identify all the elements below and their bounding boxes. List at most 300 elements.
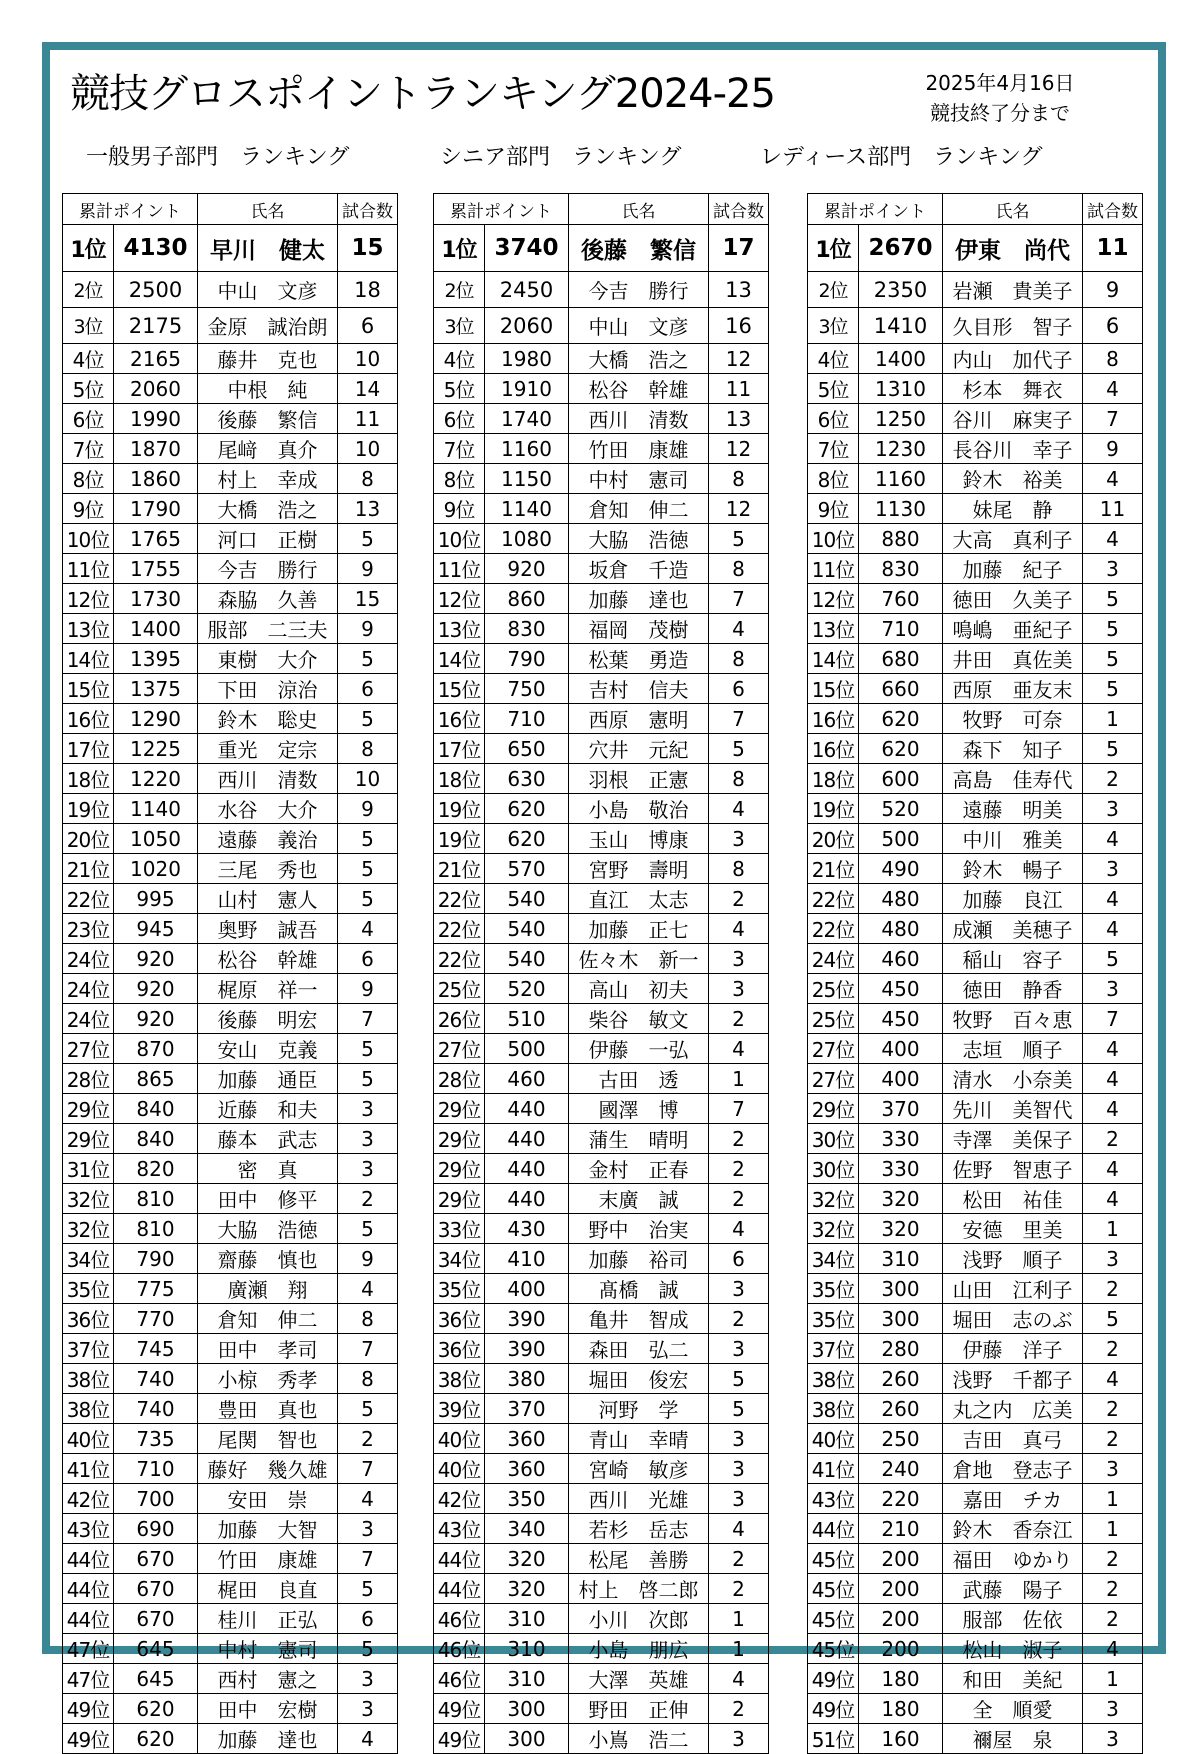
table-row (63, 584, 398, 614)
name-cell: 田中 修平 (198, 1184, 338, 1214)
table-row (434, 584, 769, 614)
points-cell: 2175 (114, 308, 198, 344)
table-row (808, 674, 1143, 704)
points-cell: 2350 (859, 272, 943, 308)
points-cell: 945 (114, 914, 198, 944)
points-cell: 620 (114, 1694, 198, 1724)
games-cell: 2 (1083, 764, 1143, 794)
points-cell: 710 (114, 1454, 198, 1484)
rank-cell: 1位 (434, 225, 485, 272)
table-row (808, 854, 1143, 884)
table-row (434, 884, 769, 914)
name-cell: 松尾 善勝 (569, 1544, 709, 1574)
games-cell: 7 (709, 704, 769, 734)
table-row (434, 794, 769, 824)
name-cell: 内山 加代子 (943, 344, 1083, 374)
rank-cell: 51位 (808, 1724, 859, 1754)
name-cell: 髙橋 誠 (569, 1274, 709, 1304)
games-cell: 1 (709, 1604, 769, 1634)
name-cell: 堀田 俊宏 (569, 1364, 709, 1394)
rank-cell: 22位 (434, 914, 485, 944)
ranking-table-senior (433, 193, 769, 1754)
games-cell: 2 (709, 884, 769, 914)
table-row (63, 1724, 398, 1754)
name-cell: 梶田 良直 (198, 1574, 338, 1604)
table-row (434, 1424, 769, 1454)
games-cell: 4 (1083, 524, 1143, 554)
name-cell: 小島 朋広 (569, 1634, 709, 1664)
rank-cell: 49位 (63, 1694, 114, 1724)
games-cell: 5 (1083, 644, 1143, 674)
name-cell: 河野 学 (569, 1394, 709, 1424)
points-cell: 760 (859, 584, 943, 614)
games-cell: 5 (1083, 1304, 1143, 1334)
table-row (434, 374, 769, 404)
name-cell: 服部 佐依 (943, 1604, 1083, 1634)
name-cell: 加藤 良江 (943, 884, 1083, 914)
points-cell: 790 (485, 644, 569, 674)
name-header: 氏名 (569, 194, 709, 225)
name-cell: 尾﨑 真介 (198, 434, 338, 464)
table-row (434, 1304, 769, 1334)
table-row (434, 1694, 769, 1724)
games-cell: 9 (1083, 272, 1143, 308)
rank-cell: 31位 (63, 1154, 114, 1184)
points-cell: 620 (859, 704, 943, 734)
table-row (63, 1244, 398, 1274)
games-cell: 9 (338, 974, 398, 1004)
name-cell: 妹尾 静 (943, 494, 1083, 524)
rank-cell: 40位 (808, 1424, 859, 1454)
table-row (434, 1394, 769, 1424)
table-row (434, 974, 769, 1004)
table-row (63, 1454, 398, 1484)
points-cell: 200 (859, 1604, 943, 1634)
points-cell: 735 (114, 1424, 198, 1454)
table-row (63, 1424, 398, 1454)
rank-cell: 32位 (808, 1214, 859, 1244)
rank-cell: 41位 (808, 1454, 859, 1484)
name-cell: 福岡 茂樹 (569, 614, 709, 644)
games-cell: 5 (338, 1394, 398, 1424)
rank-cell: 4位 (63, 344, 114, 374)
name-cell: 亀井 智成 (569, 1304, 709, 1334)
games-cell: 5 (338, 884, 398, 914)
name-cell: 山村 憲人 (198, 884, 338, 914)
games-cell: 3 (709, 1334, 769, 1364)
table-row (434, 1094, 769, 1124)
games-cell: 2 (709, 1184, 769, 1214)
points-cell: 1080 (485, 524, 569, 554)
games-cell: 9 (338, 794, 398, 824)
points-cell: 330 (859, 1154, 943, 1184)
name-cell: 中山 文彦 (198, 272, 338, 308)
name-cell: 高島 佳寿代 (943, 764, 1083, 794)
name-cell: 吉田 真弓 (943, 1424, 1083, 1454)
rank-cell: 38位 (434, 1364, 485, 1394)
games-cell: 4 (709, 914, 769, 944)
table-row (434, 1154, 769, 1184)
table-row (808, 1424, 1143, 1454)
games-cell: 13 (338, 494, 398, 524)
table-row (808, 974, 1143, 1004)
rank-cell: 1位 (808, 225, 859, 272)
games-cell: 3 (709, 1724, 769, 1754)
name-cell: 松山 淑子 (943, 1634, 1083, 1664)
table-row (434, 704, 769, 734)
points-cell: 320 (485, 1574, 569, 1604)
points-cell: 645 (114, 1664, 198, 1694)
name-cell: 寺澤 美保子 (943, 1124, 1083, 1154)
name-cell: 小島 敬治 (569, 794, 709, 824)
points-cell: 700 (114, 1484, 198, 1514)
games-cell: 12 (709, 344, 769, 374)
games-cell: 2 (709, 1694, 769, 1724)
table-row (808, 1304, 1143, 1334)
points-cell: 840 (114, 1094, 198, 1124)
table-row (808, 1604, 1143, 1634)
table-row (63, 1124, 398, 1154)
table-row (808, 824, 1143, 854)
points-cell: 180 (859, 1694, 943, 1724)
name-cell: 中村 憲司 (569, 464, 709, 494)
games-cell: 3 (709, 1454, 769, 1484)
rank-cell: 29位 (434, 1094, 485, 1124)
points-cell: 995 (114, 884, 198, 914)
games-cell: 2 (1083, 1574, 1143, 1604)
games-cell: 8 (338, 1364, 398, 1394)
name-cell: 稲山 容子 (943, 944, 1083, 974)
rank-cell: 41位 (63, 1454, 114, 1484)
table-row (434, 1514, 769, 1544)
points-cell: 1230 (859, 434, 943, 464)
games-cell: 9 (1083, 434, 1143, 464)
games-cell: 5 (338, 854, 398, 884)
games-cell: 3 (709, 1484, 769, 1514)
points-cell: 1870 (114, 434, 198, 464)
points-cell: 810 (114, 1184, 198, 1214)
table-row (63, 1664, 398, 1694)
rank-cell: 38位 (808, 1394, 859, 1424)
name-cell: 大脇 浩徳 (198, 1214, 338, 1244)
rank-cell: 2位 (808, 272, 859, 308)
table-row (808, 1544, 1143, 1574)
points-cell: 840 (114, 1124, 198, 1154)
games-cell: 4 (1083, 464, 1143, 494)
table-row (808, 1004, 1143, 1034)
games-cell: 4 (338, 1484, 398, 1514)
table-row (434, 734, 769, 764)
name-cell: 今吉 勝行 (198, 554, 338, 584)
name-cell: 松葉 勇造 (569, 644, 709, 674)
points-header: 累計ポイント (808, 194, 943, 225)
games-cell: 5 (1083, 584, 1143, 614)
rank-cell: 21位 (808, 854, 859, 884)
name-cell: 伊藤 一弘 (569, 1034, 709, 1064)
table-row (63, 1214, 398, 1244)
games-cell: 6 (338, 1604, 398, 1634)
games-cell: 1 (1083, 704, 1143, 734)
name-cell: 西川 光雄 (569, 1484, 709, 1514)
table-row (434, 1274, 769, 1304)
table-row (434, 225, 769, 272)
name-cell: 伊東 尚代 (943, 225, 1083, 272)
games-cell: 3 (1083, 1694, 1143, 1724)
table-row (434, 272, 769, 308)
points-cell: 2060 (114, 374, 198, 404)
rank-cell: 29位 (63, 1124, 114, 1154)
name-cell: 久目形 智子 (943, 308, 1083, 344)
points-cell: 300 (859, 1304, 943, 1334)
table-row (63, 884, 398, 914)
table-row (63, 854, 398, 884)
games-cell: 10 (338, 344, 398, 374)
rank-cell: 35位 (808, 1304, 859, 1334)
page-title: 競技グロスポイントランキング2024-25 (70, 71, 775, 117)
points-cell: 620 (859, 734, 943, 764)
rank-cell: 6位 (434, 404, 485, 434)
name-cell: 小川 次郎 (569, 1604, 709, 1634)
points-cell: 210 (859, 1514, 943, 1544)
games-cell: 3 (709, 824, 769, 854)
rank-cell: 49位 (434, 1724, 485, 1754)
games-cell: 2 (709, 1124, 769, 1154)
points-cell: 645 (114, 1634, 198, 1664)
table-header (63, 194, 398, 225)
games-header: 試合数 (338, 194, 398, 225)
points-cell: 870 (114, 1034, 198, 1064)
name-cell: 吉村 信夫 (569, 674, 709, 704)
points-cell: 490 (859, 854, 943, 884)
points-cell: 310 (859, 1244, 943, 1274)
table-row (808, 1064, 1143, 1094)
games-cell: 5 (338, 704, 398, 734)
games-cell: 2 (709, 1004, 769, 1034)
table-row (63, 1304, 398, 1334)
games-cell: 8 (709, 464, 769, 494)
games-cell: 9 (338, 614, 398, 644)
rank-cell: 2位 (63, 272, 114, 308)
rank-cell: 39位 (434, 1394, 485, 1424)
games-cell: 12 (709, 434, 769, 464)
name-cell: 中山 文彦 (569, 308, 709, 344)
name-cell: 鳴嶋 亜紀子 (943, 614, 1083, 644)
points-cell: 1150 (485, 464, 569, 494)
name-cell: 鈴木 暢子 (943, 854, 1083, 884)
name-cell: 金原 誠治朗 (198, 308, 338, 344)
points-cell: 710 (485, 704, 569, 734)
name-cell: 和田 美紀 (943, 1664, 1083, 1694)
games-cell: 16 (709, 308, 769, 344)
points-cell: 280 (859, 1334, 943, 1364)
table-row (63, 794, 398, 824)
games-cell: 5 (338, 1634, 398, 1664)
rank-cell: 22位 (808, 884, 859, 914)
rank-cell: 14位 (63, 644, 114, 674)
name-cell: 竹田 康雄 (198, 1544, 338, 1574)
games-cell: 6 (338, 308, 398, 344)
rank-cell: 5位 (63, 374, 114, 404)
rank-cell: 44位 (434, 1544, 485, 1574)
table-row (808, 794, 1143, 824)
rank-cell: 47位 (63, 1664, 114, 1694)
table-row (63, 1394, 398, 1424)
points-cell: 2060 (485, 308, 569, 344)
name-cell: 徳田 久美子 (943, 584, 1083, 614)
rank-cell: 25位 (808, 1004, 859, 1034)
table-row (63, 494, 398, 524)
games-cell: 4 (1083, 1184, 1143, 1214)
games-cell: 5 (338, 1574, 398, 1604)
table-row (63, 1634, 398, 1664)
games-cell: 5 (338, 1034, 398, 1064)
name-cell: 西川 清数 (569, 404, 709, 434)
games-cell: 4 (1083, 1094, 1143, 1124)
games-cell: 3 (709, 1424, 769, 1454)
name-cell: 西原 憲明 (569, 704, 709, 734)
rank-cell: 38位 (63, 1364, 114, 1394)
points-cell: 1400 (859, 344, 943, 374)
name-cell: 大橋 浩之 (569, 344, 709, 374)
table-row (808, 1394, 1143, 1424)
name-cell: 大高 真利子 (943, 524, 1083, 554)
points-cell: 1730 (114, 584, 198, 614)
points-cell: 180 (859, 1664, 943, 1694)
points-cell: 1140 (485, 494, 569, 524)
table-row (808, 1664, 1143, 1694)
games-cell: 2 (709, 1574, 769, 1604)
table-row (434, 1724, 769, 1754)
points-cell: 670 (114, 1604, 198, 1634)
points-cell: 770 (114, 1304, 198, 1334)
name-cell: 羽根 正憲 (569, 764, 709, 794)
table-row (63, 704, 398, 734)
rank-cell: 28位 (434, 1064, 485, 1094)
name-cell: 金村 正春 (569, 1154, 709, 1184)
table-header (808, 194, 1143, 225)
rank-cell: 18位 (434, 764, 485, 794)
rank-cell: 11位 (63, 554, 114, 584)
name-cell: 谷川 麻実子 (943, 404, 1083, 434)
rank-cell: 19位 (808, 794, 859, 824)
rank-cell: 40位 (63, 1424, 114, 1454)
table-row (808, 344, 1143, 374)
name-cell: 齋藤 慎也 (198, 1244, 338, 1274)
rank-cell: 46位 (434, 1664, 485, 1694)
games-cell: 2 (338, 1424, 398, 1454)
rank-cell: 24位 (63, 1004, 114, 1034)
table-row (808, 1034, 1143, 1064)
rank-cell: 49位 (808, 1694, 859, 1724)
table-row (808, 1484, 1143, 1514)
name-cell: 小椋 秀孝 (198, 1364, 338, 1394)
points-cell: 390 (485, 1334, 569, 1364)
points-cell: 450 (859, 974, 943, 1004)
name-cell: 福田 ゆかり (943, 1544, 1083, 1574)
rank-cell: 23位 (63, 914, 114, 944)
rank-cell: 18位 (63, 764, 114, 794)
games-cell: 2 (1083, 1424, 1143, 1454)
games-cell: 5 (709, 734, 769, 764)
games-cell: 3 (709, 944, 769, 974)
name-cell: 丸之内 広美 (943, 1394, 1083, 1424)
table-row (63, 374, 398, 404)
table-row (63, 1484, 398, 1514)
points-cell: 860 (485, 584, 569, 614)
rank-cell: 30位 (808, 1124, 859, 1154)
table-row (63, 734, 398, 764)
table-row (808, 704, 1143, 734)
name-cell: 國澤 博 (569, 1094, 709, 1124)
table-row (434, 674, 769, 704)
table-row (808, 1514, 1143, 1544)
rank-cell: 44位 (434, 1574, 485, 1604)
points-cell: 740 (114, 1394, 198, 1424)
rank-cell: 35位 (808, 1274, 859, 1304)
name-cell: 服部 二三夫 (198, 614, 338, 644)
points-cell: 400 (485, 1274, 569, 1304)
games-cell: 2 (709, 1154, 769, 1184)
rank-cell: 14位 (434, 644, 485, 674)
rank-cell: 12位 (434, 584, 485, 614)
table-row (808, 1724, 1143, 1754)
name-cell: 村上 幸成 (198, 464, 338, 494)
name-cell: 柴谷 敏文 (569, 1004, 709, 1034)
name-cell: 藤好 幾久雄 (198, 1454, 338, 1484)
points-cell: 865 (114, 1064, 198, 1094)
games-header: 試合数 (709, 194, 769, 225)
name-cell: 先川 美智代 (943, 1094, 1083, 1124)
rank-cell: 6位 (808, 404, 859, 434)
ranking-table-ladies (807, 193, 1143, 1754)
table-row (63, 674, 398, 704)
rank-cell: 49位 (63, 1724, 114, 1754)
points-cell: 620 (485, 824, 569, 854)
games-cell: 7 (338, 1544, 398, 1574)
name-cell: 佐野 智恵子 (943, 1154, 1083, 1184)
rank-cell: 38位 (63, 1394, 114, 1424)
table-row (63, 614, 398, 644)
table-row (434, 764, 769, 794)
points-cell: 540 (485, 914, 569, 944)
name-cell: 鈴木 聡史 (198, 704, 338, 734)
games-cell: 5 (709, 524, 769, 554)
points-cell: 670 (114, 1544, 198, 1574)
games-cell: 8 (338, 734, 398, 764)
games-cell: 3 (709, 1274, 769, 1304)
table-row (63, 1334, 398, 1364)
name-cell: 浅野 順子 (943, 1244, 1083, 1274)
name-cell: 浅野 千都子 (943, 1364, 1083, 1394)
rank-cell: 16位 (808, 704, 859, 734)
points-cell: 3740 (485, 225, 569, 272)
rank-cell: 22位 (808, 914, 859, 944)
points-cell: 820 (114, 1154, 198, 1184)
points-cell: 440 (485, 1184, 569, 1214)
table-row (808, 272, 1143, 308)
name-cell: 水谷 大介 (198, 794, 338, 824)
points-cell: 630 (485, 764, 569, 794)
points-cell: 775 (114, 1274, 198, 1304)
points-cell: 450 (859, 1004, 943, 1034)
name-cell: 野中 治実 (569, 1214, 709, 1244)
points-cell: 1395 (114, 644, 198, 674)
rank-cell: 34位 (434, 1244, 485, 1274)
table-row (63, 1184, 398, 1214)
name-cell: 坂倉 千造 (569, 554, 709, 584)
table-row (63, 464, 398, 494)
table-row (63, 434, 398, 464)
